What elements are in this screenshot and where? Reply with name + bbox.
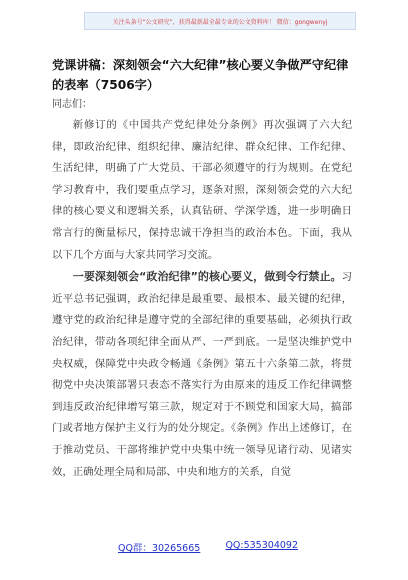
qq-link[interactable]: QQ:535304092 [225, 540, 298, 551]
top-banner [84, 12, 356, 30]
intro-paragraph: 新修订的《中国共产党纪律处分条例》再次强调了六大纪律，即政治纪律、组织纪律、廉洁纪律、群众纪律、工作纪律、生活纪律，明确了广大党员、干部必须遵守的行为规则。在党纪学习教育中，我们要重点学习，逐条对照，深刻领会党的六大纪律的核心要义和逻辑关系，认真钻研、学深学透，进一步明确日常言行的衡量标尺，保持忠诚干净担当的政治本色。下面，我从以下几个方面与大家共同学习交流。 [52, 119, 352, 261]
section-1-heading: 一要深刻领会“政治纪律”的核心要义，做到令行禁止。 [72, 270, 342, 284]
banner-text: 关注头条号“公文研究”，获得最新最全最专业的公文资料库！ 微信：gongwenyj [112, 18, 328, 26]
section-1-body: 习近平总书记强调，政治纪律是最重要、最根本、最关键的纪律，遵守党的政治纪律是遵守党的全部纪律的重要基础，必须执行政治纪律，带动各项纪律全面从严、一严到底。一是坚决维护党中央权威，保障党中央政令畅通《条例》第五十六条第二款，将贯彻党中央决策部署只表态不落实行为由原来的违反工作纪律调整到违反政治纪律增写第三款，规定对于不顾党和国家大局，搞部门或者地方保护主义行为的处分规定。《条例》作出上述修订，在于推动党员、干部将维护党中央集中统一领导见诸行动、见诸实效，正确处理全局和局部、中央和地方的关系，自觉 [52, 271, 352, 478]
qq-group-link[interactable]: QQ群：30265665 [118, 543, 201, 554]
document-page [52, 55, 352, 483]
footer-contacts [118, 540, 298, 554]
document-title: 党课讲稿：深刻领会“六大纪律”核心要义争做严守纪律的表率（7506字） [52, 58, 349, 92]
salutation: 同志们： [52, 99, 92, 110]
section-1-paragraph [52, 266, 352, 483]
